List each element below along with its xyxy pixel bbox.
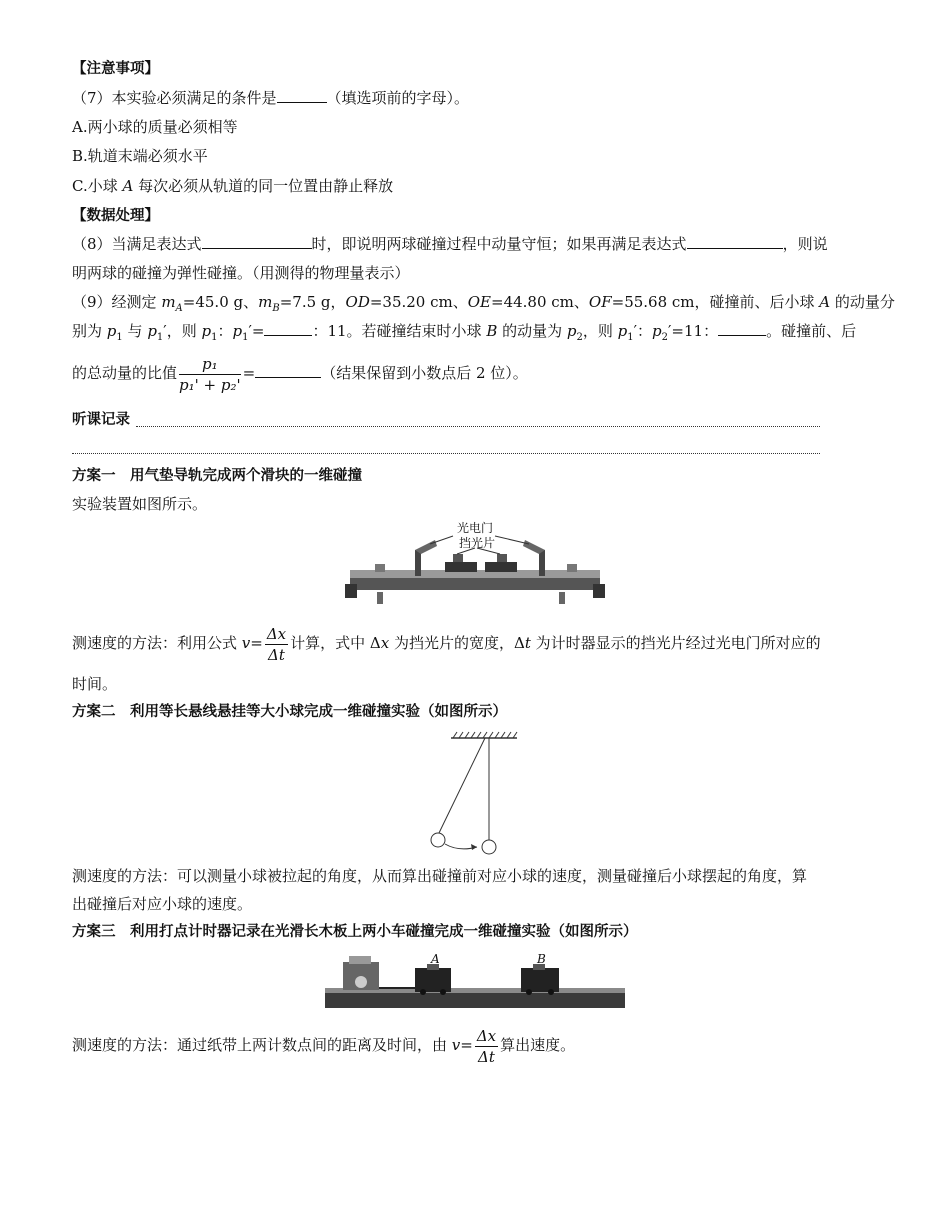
var-t: t	[524, 634, 531, 652]
q9-oe: OE	[467, 293, 491, 311]
formula-numerator: Δx	[476, 1026, 497, 1045]
shading-plate-right	[497, 554, 507, 562]
q8-blank-2[interactable]	[687, 234, 783, 249]
ball-right	[482, 840, 496, 854]
q9-l2-7: 的动量为	[497, 322, 567, 340]
glider-right	[485, 562, 517, 572]
q7-answer-blank[interactable]	[277, 88, 327, 103]
photogate-right-head	[523, 540, 545, 554]
q9-blank-2[interactable]	[718, 321, 766, 336]
question-9-line-1	[72, 292, 895, 319]
plan1-method-text: 为计时器显示的挡光片经过光电门所对应的	[530, 634, 821, 652]
leg-left	[377, 592, 383, 604]
var-v: v	[241, 634, 251, 652]
dot-timer-wheel	[355, 976, 367, 988]
q9-sub: 1	[242, 332, 249, 343]
section-notes-heading: 【注意事项】	[72, 61, 159, 77]
glider-left	[445, 562, 477, 572]
plan1-method-text: 为挡光片的宽度，Δ	[389, 634, 525, 652]
plan1-method-text: 测速度的方法：利用公式	[72, 634, 242, 652]
q9-ball-b: B	[486, 322, 498, 340]
question-9-line-2	[72, 321, 856, 348]
q9-sub: 2	[661, 332, 669, 343]
notes-line-1[interactable]	[136, 426, 820, 427]
q9-ball-a: A	[819, 293, 831, 311]
question-8-line-2: 明两球的碰撞为弹性碰撞。（用测得的物理量表示）	[72, 264, 410, 282]
q9-l2-6: ：11。若碰撞结束时小球	[312, 322, 487, 340]
pointer-line	[495, 536, 529, 544]
plan1-method-text: 计算，式中 Δ	[290, 634, 381, 652]
question-8-line-1	[72, 234, 828, 254]
q8-part3: ，则说	[782, 235, 828, 253]
dot-timer-top	[349, 956, 371, 964]
fraction-denominator: p₁' + p₂'	[179, 375, 241, 394]
notes-line-2[interactable]	[72, 453, 820, 454]
q9-sub: 1	[156, 332, 164, 343]
q9-t2: =45.0 g、	[182, 293, 259, 311]
q9-l2-3: ′，则	[163, 322, 202, 340]
plan1-method-line-2: 时间。	[72, 675, 118, 693]
q9-l2-5: ′=	[248, 322, 265, 340]
cart-b	[521, 968, 559, 992]
photogate-left-head	[415, 540, 437, 554]
label-photogate: 光电门	[456, 521, 494, 535]
q9-t4: =35.20 cm、	[369, 293, 468, 311]
q7-option-b: B.轨道末端必须水平	[72, 147, 208, 165]
q9-l2-11: 。碰撞前、后	[766, 322, 857, 340]
q9-p: p	[232, 322, 243, 340]
ball-left	[431, 833, 445, 847]
q9-t7: 的动量分	[830, 293, 895, 311]
q9-sub: 1	[116, 332, 123, 343]
q9-p: p	[566, 322, 577, 340]
q7-option-c-var: A	[122, 177, 134, 195]
q9-blank-1[interactable]	[264, 321, 312, 336]
q9-l3-3: （结果保留到小数点后 2 位）。	[321, 364, 528, 382]
cart-a-wheel	[420, 989, 426, 995]
equals-sign: =	[250, 634, 263, 652]
swing-arrowhead	[471, 844, 477, 850]
q9-t3: =7.5 g，	[279, 293, 346, 311]
section-data-heading: 【数据处理】	[72, 208, 159, 224]
plan2-method-line-1: 测速度的方法：可以测量小球被拉起的角度，从而算出碰撞前对应小球的速度，测量碰撞后小球摆起的角度，算	[72, 867, 808, 885]
q9-l2-2: 与	[122, 322, 148, 340]
long-board	[325, 992, 625, 1008]
q7-option-c	[72, 176, 393, 196]
q9-l2-1: 别为	[72, 322, 107, 340]
q9-blank-3[interactable]	[255, 363, 321, 378]
shading-plate-left	[453, 554, 463, 562]
q7-prefix: （7）本实验必须满足的条件是	[72, 89, 277, 107]
velocity-formula	[265, 624, 288, 665]
label-cart-a: A	[431, 952, 440, 966]
q8-part1: （8）当满足表达式	[72, 235, 202, 253]
momentum-ratio-fraction	[179, 354, 241, 395]
cart-figure	[325, 952, 627, 1010]
plan3-method-line	[72, 1022, 575, 1068]
air-track-figure	[345, 518, 605, 610]
plan1-title: 方案一 用气垫导轨完成两个滑块的一维碰撞	[72, 468, 362, 484]
pendulum-figure	[425, 730, 525, 858]
q9-l2-10: ′=11：	[668, 322, 719, 340]
q9-p: p	[106, 322, 117, 340]
plan3-method-text: 算出速度。	[500, 1036, 576, 1054]
q9-of: OF	[588, 293, 612, 311]
plan3-title: 方案三 利用打点计时器记录在光滑长木板上两小车碰撞完成一维碰撞实验（如图所示）	[72, 924, 638, 940]
air-track-right-end	[593, 584, 605, 598]
label-shading-plate: 挡光片	[458, 536, 496, 550]
q9-sub: 1	[627, 332, 634, 343]
q9-l2-9: ′：	[633, 322, 653, 340]
formula-denominator: Δt	[268, 645, 285, 664]
leg-right	[559, 592, 565, 604]
cart-a-wheel	[440, 989, 446, 995]
plan3-method-text: 测速度的方法：通过纸带上两计数点间的距离及时间，由	[72, 1036, 452, 1054]
q7-option-c-suffix: 每次必须从轨道的同一位置由静止释放	[133, 177, 394, 195]
air-track-rail	[350, 576, 600, 590]
q7-option-c-prefix: C.小球	[72, 177, 123, 195]
formula-denominator: Δt	[478, 1047, 495, 1066]
bumper-right	[567, 564, 577, 572]
formula-numerator: Δx	[266, 624, 287, 643]
q8-blank-1[interactable]	[202, 234, 312, 249]
q7-option-a: A.两小球的质量必须相等	[72, 118, 238, 136]
q9-l2-4: ：	[217, 322, 233, 340]
pendulum-string-left	[439, 738, 485, 833]
bumper-left	[375, 564, 385, 572]
cart-b-wheel	[548, 989, 554, 995]
var-v: v	[451, 1036, 461, 1054]
q9-sub: 2	[576, 332, 583, 343]
q9-p: p	[617, 322, 628, 340]
q9-sub-b: B	[272, 303, 280, 314]
plan1-method-line-1	[72, 620, 821, 666]
cart-b-wheel	[526, 989, 532, 995]
listen-record-label: 听课记录	[72, 412, 130, 428]
question-7	[72, 88, 469, 108]
var-x: x	[380, 634, 390, 652]
q9-p: p	[652, 322, 662, 340]
q9-m: m	[161, 293, 176, 311]
q9-t6: =55.68 cm，碰撞前、后小球	[611, 293, 820, 311]
fraction-numerator: p₁	[179, 354, 241, 375]
q9-sub-a: A	[175, 303, 183, 314]
q9-p: p	[147, 322, 157, 340]
q9-t5: =44.80 cm、	[491, 293, 589, 311]
q9-p: p	[201, 322, 212, 340]
cart-a	[415, 968, 451, 992]
plan2-title: 方案二 利用等长悬线悬挂等大小球完成一维碰撞实验（如图所示）	[72, 704, 507, 720]
q9-t1: （9）经测定	[72, 293, 162, 311]
q9-l3-2: =	[242, 364, 256, 382]
q9-sub: 1	[211, 332, 218, 343]
equals-sign: =	[460, 1036, 473, 1054]
air-track-left-end	[345, 584, 357, 598]
q9-od: OD	[345, 293, 370, 311]
plan2-method-line-2: 出碰撞后对应小球的速度。	[72, 895, 253, 913]
pointer-line	[430, 536, 453, 544]
q9-l3-1: 的总动量的比值	[72, 364, 178, 382]
photogate-right-post	[539, 550, 545, 576]
velocity-formula	[475, 1026, 498, 1067]
ceiling-hatch	[453, 732, 517, 738]
q8-part2: 时，即说明两球碰撞过程中动量守恒；如果再满足表达式	[311, 235, 687, 253]
label-cart-b: B	[537, 952, 546, 966]
question-9-line-3	[72, 350, 528, 396]
q9-m: m	[258, 293, 273, 311]
q7-suffix: （填选项前的字母）。	[326, 89, 470, 107]
plan1-intro: 实验装置如图所示。	[72, 495, 208, 513]
photogate-left-post	[415, 550, 421, 576]
q9-l2-8: ，则	[582, 322, 618, 340]
